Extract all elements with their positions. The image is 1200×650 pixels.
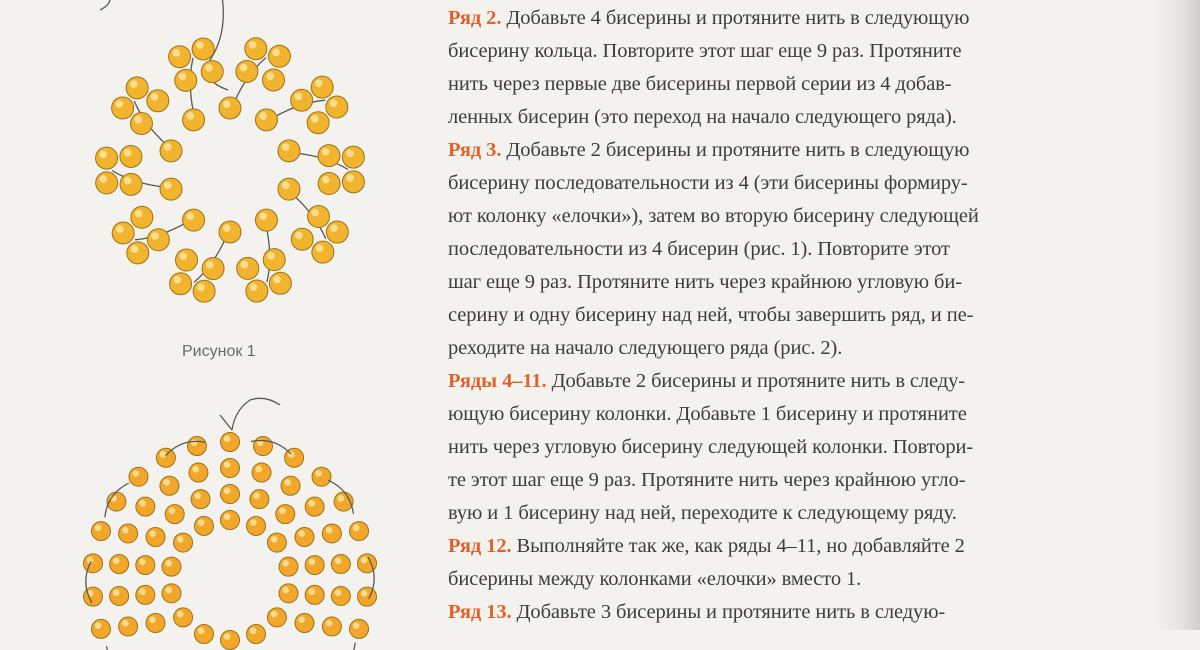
bead — [194, 625, 213, 644]
bead — [170, 273, 192, 295]
bead — [120, 173, 142, 195]
bead — [183, 209, 205, 231]
line-text: ленных бисерин (это переход на начало следующего ряда). — [448, 106, 957, 128]
bead — [175, 69, 197, 91]
bead — [112, 97, 134, 119]
bead — [236, 60, 258, 82]
bead — [307, 112, 329, 134]
line-text: бисерину последовательности из 4 (эти бисерины формиру- — [448, 172, 968, 194]
text-line — [448, 299, 1200, 332]
bead — [120, 145, 142, 167]
bead — [110, 555, 129, 574]
row-heading: Ряд 2. — [448, 7, 502, 29]
bead — [246, 280, 268, 302]
bead — [221, 511, 240, 530]
bead — [254, 437, 273, 456]
bead — [165, 505, 184, 524]
bead — [136, 497, 155, 516]
bead — [350, 619, 369, 638]
bead — [136, 556, 155, 575]
bead — [201, 61, 223, 83]
row-heading: Ряды 4–11. — [448, 370, 547, 392]
text-line — [448, 464, 1200, 497]
bead — [112, 222, 134, 244]
bead — [219, 97, 241, 119]
bead — [326, 96, 348, 118]
line-text: нить через первые две бисерины первой серии из 4 добав- — [448, 73, 952, 95]
bead — [192, 38, 214, 60]
bead — [295, 528, 314, 547]
bead — [147, 229, 169, 251]
bead — [247, 625, 266, 644]
text-line — [448, 596, 1200, 629]
line-text: ющую бисерину колонки. Добавьте 1 бисерину и протяните — [448, 403, 967, 425]
text-line — [448, 101, 1200, 134]
text-line — [448, 530, 1200, 563]
figure-1-caption: Рисунок 1 — [182, 343, 256, 360]
bead — [342, 146, 364, 168]
bead — [110, 586, 129, 605]
bead — [326, 221, 348, 243]
text-line — [448, 35, 1200, 68]
bead — [291, 89, 313, 111]
bead — [193, 280, 215, 302]
bead — [156, 448, 175, 467]
bead — [127, 242, 149, 264]
bead — [267, 533, 286, 552]
line-text: Добавьте 4 бисерины и протяните нить в следующую — [501, 7, 970, 29]
thread-line — [331, 643, 355, 650]
bead — [183, 109, 205, 131]
bead — [279, 584, 298, 603]
bead — [126, 77, 148, 99]
line-text: бисерины между колонками «елочки» вместо 1. — [448, 568, 862, 590]
line-text: вую и 1 бисерину над ней, переходите к следующему ряду. — [448, 502, 957, 524]
thread-line — [232, 398, 280, 430]
bead — [202, 258, 224, 280]
bead — [245, 38, 267, 60]
text-line — [448, 2, 1200, 35]
thread-line — [220, 415, 232, 430]
bead — [130, 112, 152, 134]
bead — [136, 585, 155, 604]
thread-line — [100, 0, 110, 10]
bead — [174, 608, 193, 627]
bead — [221, 485, 240, 504]
figure-1-bead-ring-diagram — [60, 0, 400, 330]
text-line — [448, 68, 1200, 101]
row-heading: Ряд 13. — [448, 601, 512, 623]
bead — [160, 178, 182, 200]
bead — [318, 173, 340, 195]
bead — [131, 206, 153, 228]
bead — [281, 476, 300, 495]
bead — [187, 437, 206, 456]
text-line — [448, 233, 1200, 266]
bead — [247, 516, 266, 535]
line-text: ют колонку «елочки»), затем во вторую бисерину следующей — [448, 205, 979, 227]
instructions-text — [448, 2, 1200, 629]
bead — [91, 522, 110, 541]
bead — [267, 608, 286, 627]
bead — [312, 241, 334, 263]
text-line — [448, 134, 1200, 167]
bead — [221, 459, 240, 478]
bead — [129, 467, 148, 486]
text-line — [448, 266, 1200, 299]
bead — [263, 249, 285, 271]
bead — [119, 617, 138, 636]
bead — [252, 463, 271, 482]
bead — [255, 109, 277, 131]
line-text: нить через угловую бисерину следующей колонки. Повтори- — [448, 436, 974, 458]
line-text: серину и одну бисерину над ней, чтобы завершить ряд, и пе- — [448, 304, 974, 326]
bead — [350, 522, 369, 541]
bead — [262, 69, 284, 91]
bead — [189, 463, 208, 482]
bead — [162, 557, 181, 576]
bead — [119, 524, 138, 543]
bead — [250, 490, 269, 509]
bead — [311, 76, 333, 98]
line-text: Добавьте 2 бисерины и протяните нить в следу- — [546, 370, 965, 392]
bead — [357, 587, 376, 606]
bead — [91, 619, 110, 638]
text-line — [448, 431, 1200, 464]
bead — [221, 433, 240, 452]
bead — [96, 172, 118, 194]
line-text: Добавьте 2 бисерины и протяните нить в следующую — [501, 139, 970, 161]
bead — [174, 533, 193, 552]
line-text: бисерину кольца. Повторите этот шаг еще 9 раз. Протяните — [448, 40, 962, 62]
bead — [278, 178, 300, 200]
bead — [194, 516, 213, 535]
bead — [276, 505, 295, 524]
bead — [162, 584, 181, 603]
bead — [322, 524, 341, 543]
bead — [268, 45, 290, 67]
figure-2-bead-ring-diagram — [60, 390, 400, 650]
bead — [147, 90, 169, 112]
text-line — [448, 332, 1200, 365]
bead — [237, 257, 259, 279]
bead — [160, 140, 182, 162]
line-text: шаг еще 9 раз. Протяните нить через крайнюю угловую би- — [448, 271, 962, 293]
bead — [305, 556, 324, 575]
bead — [84, 554, 103, 573]
line-text: реходите на начало следующего ряда (рис. 2). — [448, 337, 843, 359]
bead — [308, 206, 330, 228]
line-text: Добавьте 3 бисерины и протяните нить в следую- — [511, 601, 946, 623]
bead — [305, 497, 324, 516]
row-heading: Ряд 12. — [448, 535, 512, 557]
bead — [342, 171, 364, 193]
bead — [255, 209, 277, 231]
bead — [176, 249, 198, 271]
bead — [278, 140, 300, 162]
bead — [305, 585, 324, 604]
text-line — [448, 167, 1200, 200]
bead — [331, 586, 350, 605]
text-line — [448, 398, 1200, 431]
bead — [160, 476, 179, 495]
thread-line — [107, 646, 132, 650]
row-heading: Ряд 3. — [448, 139, 502, 161]
bead — [219, 221, 241, 243]
bead — [312, 467, 331, 486]
text-line — [448, 200, 1200, 233]
bead — [291, 228, 313, 250]
text-line — [448, 563, 1200, 596]
bead — [221, 631, 240, 650]
line-text: последовательности из 4 бисерин (рис. 1). Повторите этот — [448, 238, 950, 260]
bead — [269, 272, 291, 294]
bead — [191, 490, 210, 509]
bead — [331, 555, 350, 574]
text-line — [448, 365, 1200, 398]
bead — [96, 147, 118, 169]
bead — [318, 145, 340, 167]
bead — [169, 46, 191, 68]
bead — [279, 557, 298, 576]
bead — [146, 528, 165, 547]
line-text: Выполняйте так же, как ряды 4–11, но добавляйте 2 — [511, 535, 965, 557]
text-line — [448, 497, 1200, 530]
line-text: те этот шаг еще 9 раз. Протяните нить через крайнюю угло- — [448, 469, 966, 491]
bead — [322, 617, 341, 636]
